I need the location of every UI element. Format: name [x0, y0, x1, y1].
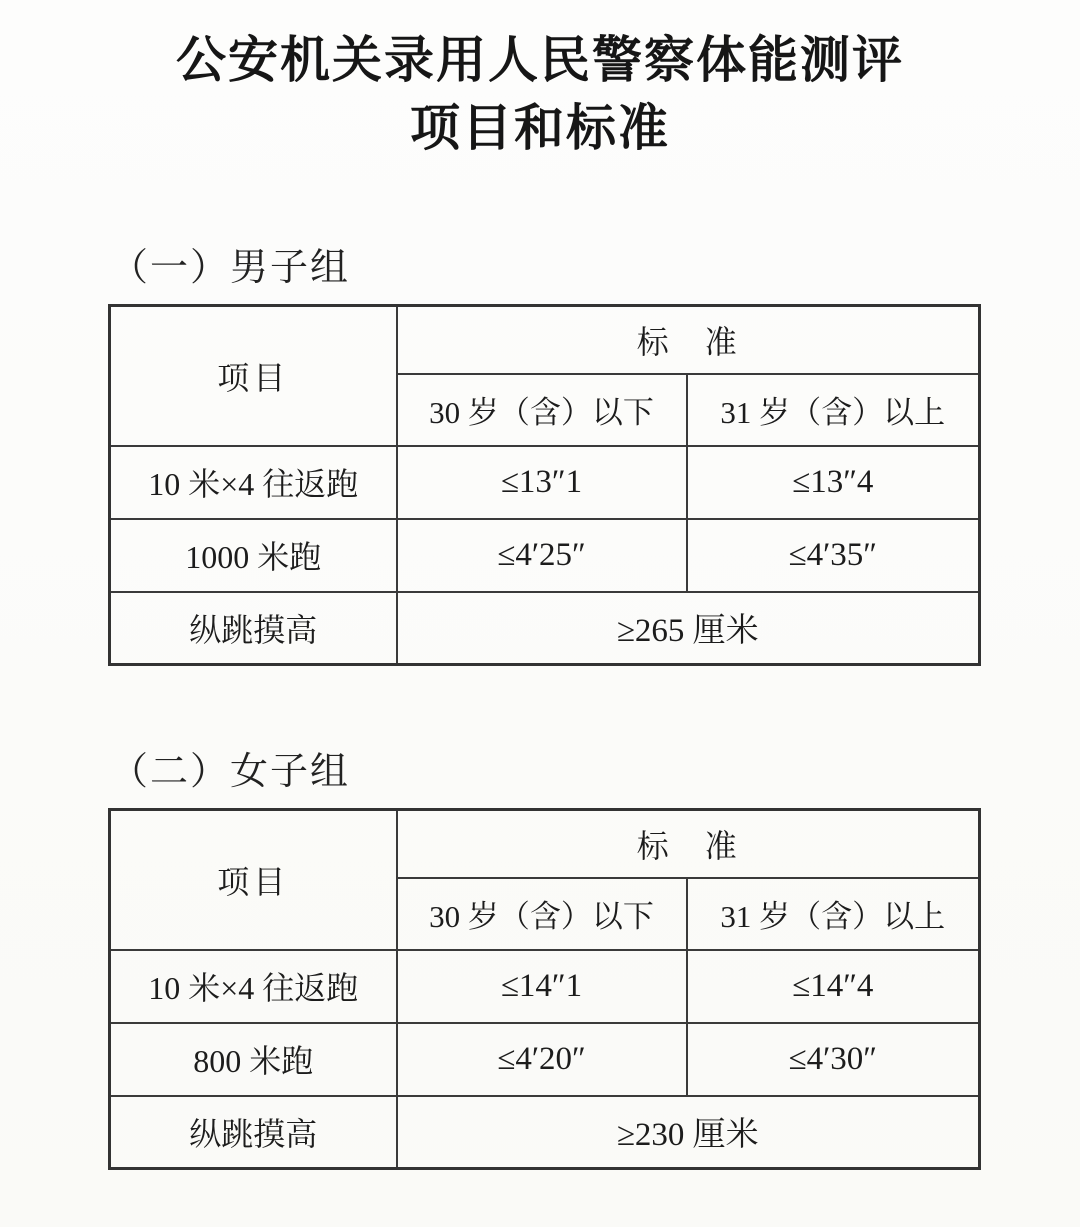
document-title-line2: 项目和标准 — [410, 100, 670, 156]
value-cell: ≤13″4 — [687, 446, 980, 519]
standard-column-header: 标 准 — [397, 810, 980, 878]
item-cell: 10 米×4 往返跑 — [110, 950, 397, 1023]
womens-standards-table — [108, 808, 981, 1170]
table-header-row — [110, 306, 980, 374]
standard-column-header: 标 准 — [397, 306, 980, 374]
value-cell: ≤14″1 — [397, 950, 687, 1023]
item-cell: 10 米×4 往返跑 — [110, 446, 397, 519]
item-cell: 纵跳摸高 — [110, 592, 397, 665]
document-title — [0, 26, 1080, 162]
value-cell-merged: ≥265 厘米 — [397, 592, 980, 665]
table-row — [110, 950, 980, 1023]
mens-group-section — [0, 248, 1080, 666]
item-column-header: 项目 — [110, 810, 397, 950]
age-over-31-header: 31 岁（含）以上 — [687, 878, 980, 950]
mens-standards-table — [108, 304, 981, 666]
table-row — [110, 1023, 980, 1096]
value-cell: ≤4′30″ — [687, 1023, 980, 1096]
item-cell: 纵跳摸高 — [110, 1096, 397, 1169]
table-header-row — [110, 810, 980, 878]
age-under-30-header: 30 岁（含）以下 — [397, 374, 687, 446]
table-row — [110, 446, 980, 519]
value-cell: ≤4′20″ — [397, 1023, 687, 1096]
value-cell: ≤13″1 — [397, 446, 687, 519]
table-row — [110, 592, 980, 665]
item-cell: 1000 米跑 — [110, 519, 397, 592]
table-row — [110, 1096, 980, 1169]
age-under-30-header: 30 岁（含）以下 — [397, 878, 687, 950]
age-over-31-header: 31 岁（含）以上 — [687, 374, 980, 446]
document-title-line1: 公安机关录用人民警察体能测评 — [176, 32, 904, 88]
item-column-header: 项目 — [110, 306, 397, 446]
mens-group-heading: （一）男子组 — [110, 247, 351, 289]
value-cell: ≤4′35″ — [687, 519, 980, 592]
table-row — [110, 519, 980, 592]
womens-group-section — [0, 752, 1080, 1170]
value-cell-merged: ≥230 厘米 — [397, 1096, 980, 1169]
value-cell: ≤14″4 — [687, 950, 980, 1023]
item-cell: 800 米跑 — [110, 1023, 397, 1096]
value-cell: ≤4′25″ — [397, 519, 687, 592]
womens-group-heading: （二）女子组 — [110, 751, 351, 793]
